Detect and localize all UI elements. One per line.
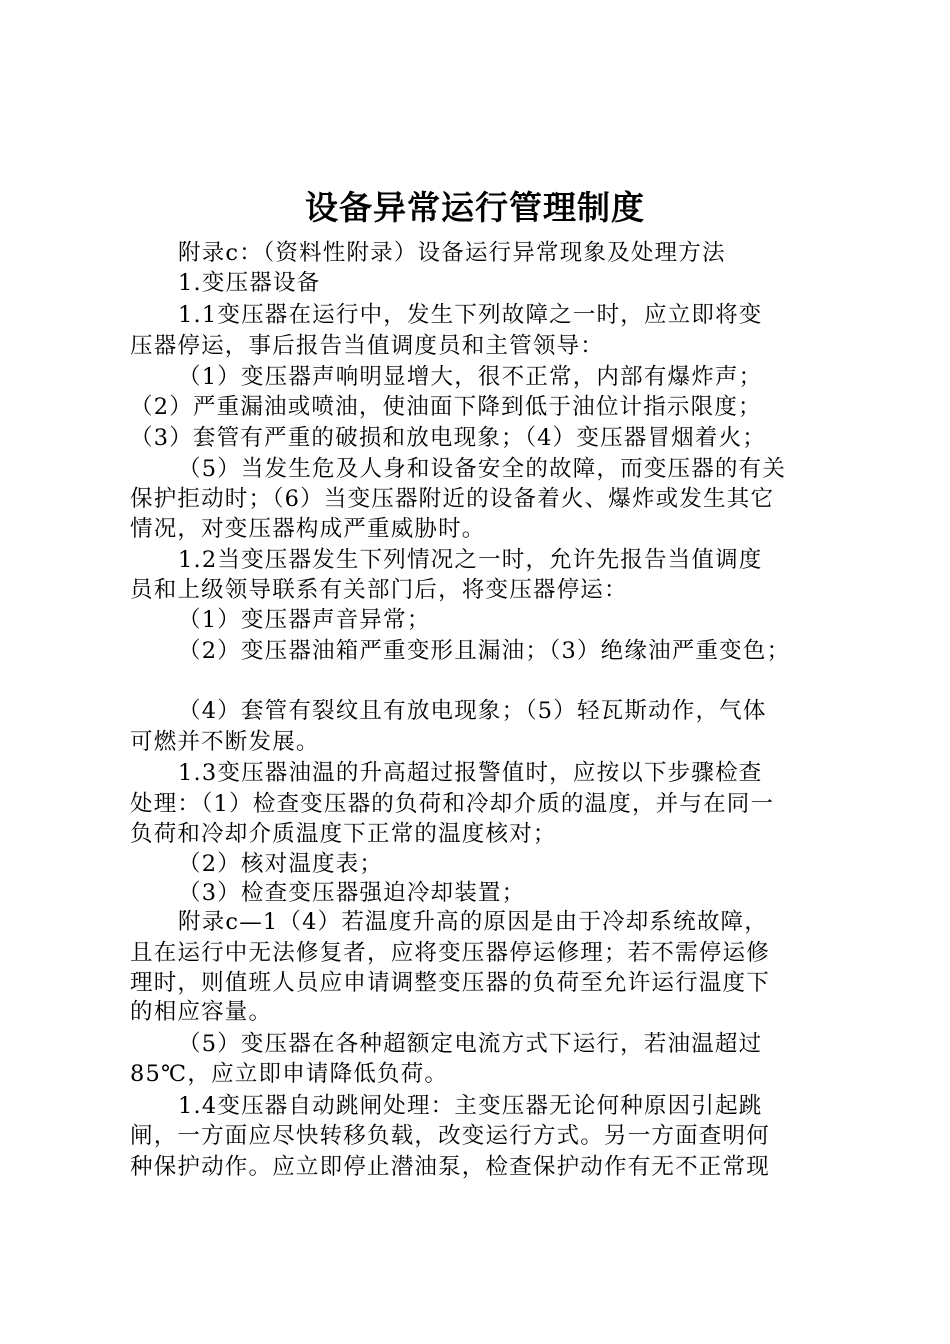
- text-line: 负荷和冷却介质温度下正常的温度核对；: [130, 821, 557, 847]
- text-line: （4）套管有裂纹且有放电现象；（5）轻瓦斯动作，气体: [178, 698, 767, 724]
- text-line: 1.2当变压器发生下列情况之一时，允许先报告当值调度: [178, 547, 763, 573]
- text-line: （3）套管有严重的破损和放电现象；（4）变压器冒烟着火；: [130, 425, 766, 451]
- text-line: （1）变压器声响明显增大，很不正常，内部有爆炸声；: [178, 364, 763, 390]
- text-line: （2）变压器油箱严重变形且漏油；（3）绝缘油严重变色；: [178, 638, 791, 664]
- text-line: 1.变压器设备: [178, 270, 321, 296]
- text-line: 1.3变压器油温的升高超过报警值时，应按以下步骤检查: [178, 760, 763, 786]
- text-line: 种保护动作。应立即停止潜油泵，检查保护动作有无不正常现: [130, 1154, 770, 1180]
- text-line: 附录c：（资料性附录）设备运行异常现象及处理方法: [178, 240, 726, 266]
- text-line: （2）严重漏油或喷油，使油面下降到低于油位计指示限度；: [130, 394, 762, 420]
- text-line: 附录c—1（4）若温度升高的原因是由于冷却系统故障，: [178, 909, 768, 935]
- document-title: 设备异常运行管理制度: [305, 188, 645, 227]
- text-line: 且在运行中无法修复者，应将变压器停运修理；若不需停运修: [130, 940, 770, 966]
- text-line: 员和上级领导联系有关部门后，将变压器停运：: [130, 577, 628, 603]
- text-line: 可燃并不断发展。: [130, 729, 320, 755]
- text-line: 的相应容量。: [130, 999, 273, 1025]
- text-line: 理时，则值班人员应申请调整变压器的负荷至允许运行温度下: [130, 970, 770, 996]
- text-line: （3）检查变压器强迫冷却装置；: [178, 880, 526, 906]
- text-line: （2）核对温度表；: [178, 851, 384, 877]
- text-line: 1.4变压器自动跳闸处理：主变压器无论何种原因引起跳: [178, 1093, 763, 1119]
- text-line: 压器停运，事后报告当值调度员和主管领导：: [130, 333, 605, 359]
- text-line: 情况，对变压器构成严重威胁时。: [130, 516, 486, 542]
- text-line: （5）当发生危及人身和设备安全的故障，而变压器的有关: [178, 456, 787, 482]
- text-line: 保护拒动时；（6）当变压器附近的设备着火、爆炸或发生其它: [130, 486, 775, 512]
- text-line: （1）变压器声音异常；: [178, 607, 431, 633]
- text-line: 1.1变压器在运行中，发生下列故障之一时，应立即将变: [178, 302, 763, 328]
- text-line: （5）变压器在各种超额定电流方式下运行，若油温超过: [178, 1031, 763, 1057]
- text-line: 85℃，应立即申请降低负荷。: [130, 1061, 449, 1087]
- text-line: 处理：（1）检查变压器的负荷和冷却介质的温度，并与在同一: [130, 791, 775, 817]
- text-line: 闸，一方面应尽快转移负载，改变运行方式。另一方面查明何: [130, 1123, 770, 1149]
